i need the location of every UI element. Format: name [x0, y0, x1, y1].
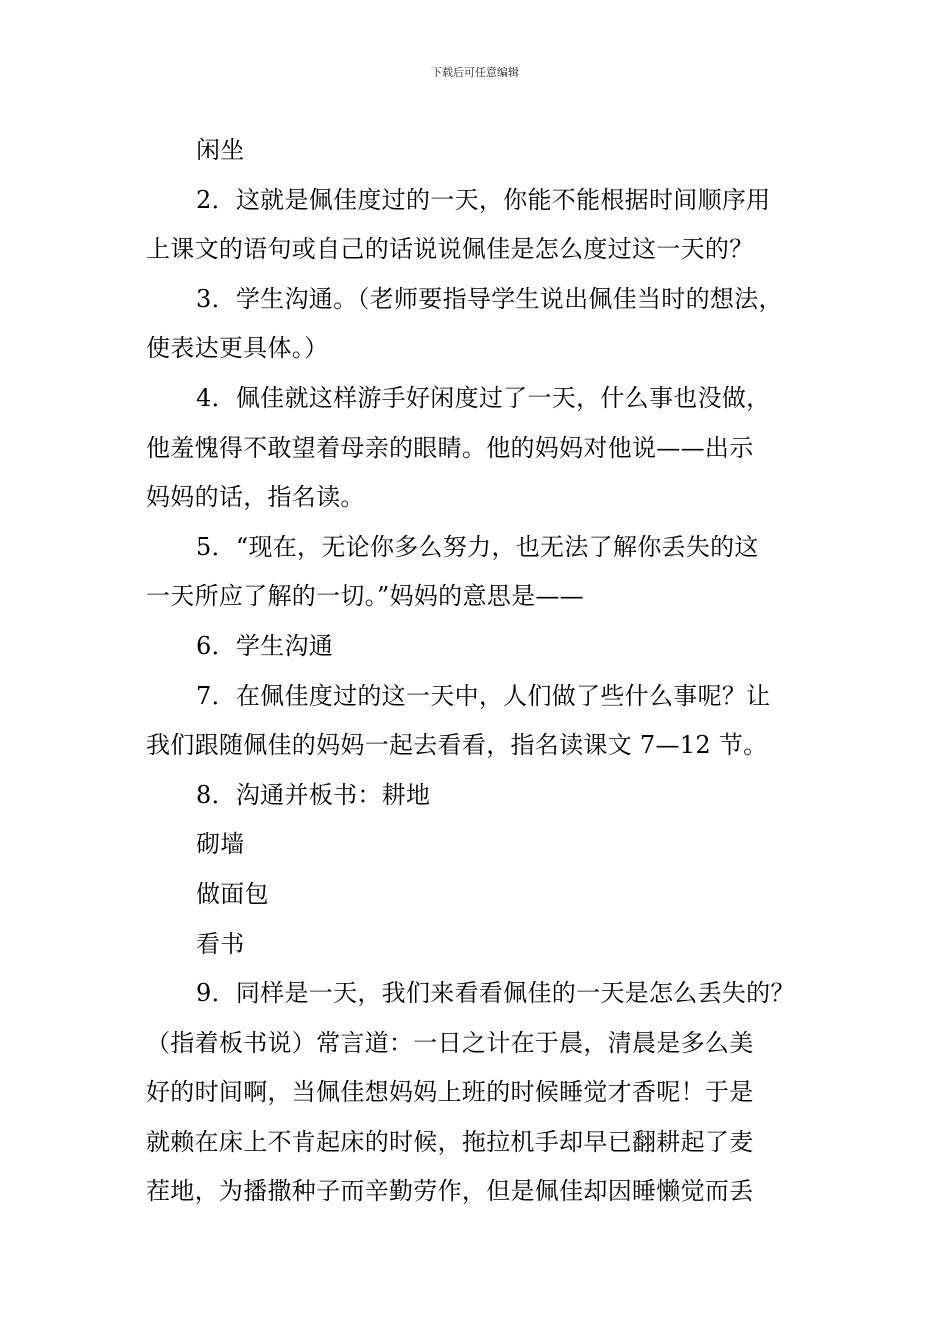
text-line: 使表达更具体。）: [146, 334, 329, 363]
text-line: 7．在佩佳度过的这一天中，人们做了些什么事呢？让: [196, 681, 771, 710]
text-line: 做面包: [196, 879, 269, 908]
text-line: 上课文的语句或自己的话说说佩佳是怎么度过这一天的？: [146, 235, 754, 264]
text-line: 一天所应了解的一切。”妈妈的意思是——: [146, 582, 584, 611]
text-line: 就赖在床上不肯起床的时候，拖拉机手却早已翻耕起了麦: [146, 1127, 754, 1156]
document-body: [146, 126, 811, 1217]
text-line: 妈妈的话，指名读。: [146, 483, 365, 512]
text-line: 他羞愧得不敢望着母亲的眼睛。他的妈妈对他说——出示: [146, 433, 754, 462]
text-line: 闲坐: [196, 136, 245, 164]
text-line: 2．这就是佩佳度过的一天，你能不能根据时间顺序用: [196, 185, 771, 214]
text-line: 9．同样是一天，我们来看看佩佳的一天是怎么丢失的？: [196, 979, 795, 1008]
text-line: （指着板书说）常言道：一日之计在于晨，清晨是多么美: [146, 1028, 754, 1057]
text-line: 5．“现在，无论你多么努力，也无法了解你丢失的这: [196, 532, 759, 561]
text-line: 砌墙: [196, 830, 245, 859]
text-line: 6．学生沟通: [196, 631, 334, 660]
text-line: 我们跟随佩佳的妈妈一起去看看，指名读课文 7—12 节。: [146, 731, 768, 760]
text-line: 看书: [196, 929, 245, 958]
text-line: 茬地，为播撒种子而辛勤劳作，但是佩佳却因睡懒觉而丢: [146, 1177, 754, 1206]
page-header: 下载后可任意编辑: [431, 66, 519, 79]
text-line: 好的时间啊，当佩佳想妈妈上班的时候睡觉才香呢！于是: [146, 1078, 754, 1107]
text-line: 8．沟通并板书：耕地: [196, 780, 431, 809]
text-line: 4．佩佳就这样游手好闲度过了一天，什么事也没做，: [196, 383, 771, 412]
text-line: 3．学生沟通。（老师要指导学生说出佩佳当时的想法，: [196, 284, 783, 313]
